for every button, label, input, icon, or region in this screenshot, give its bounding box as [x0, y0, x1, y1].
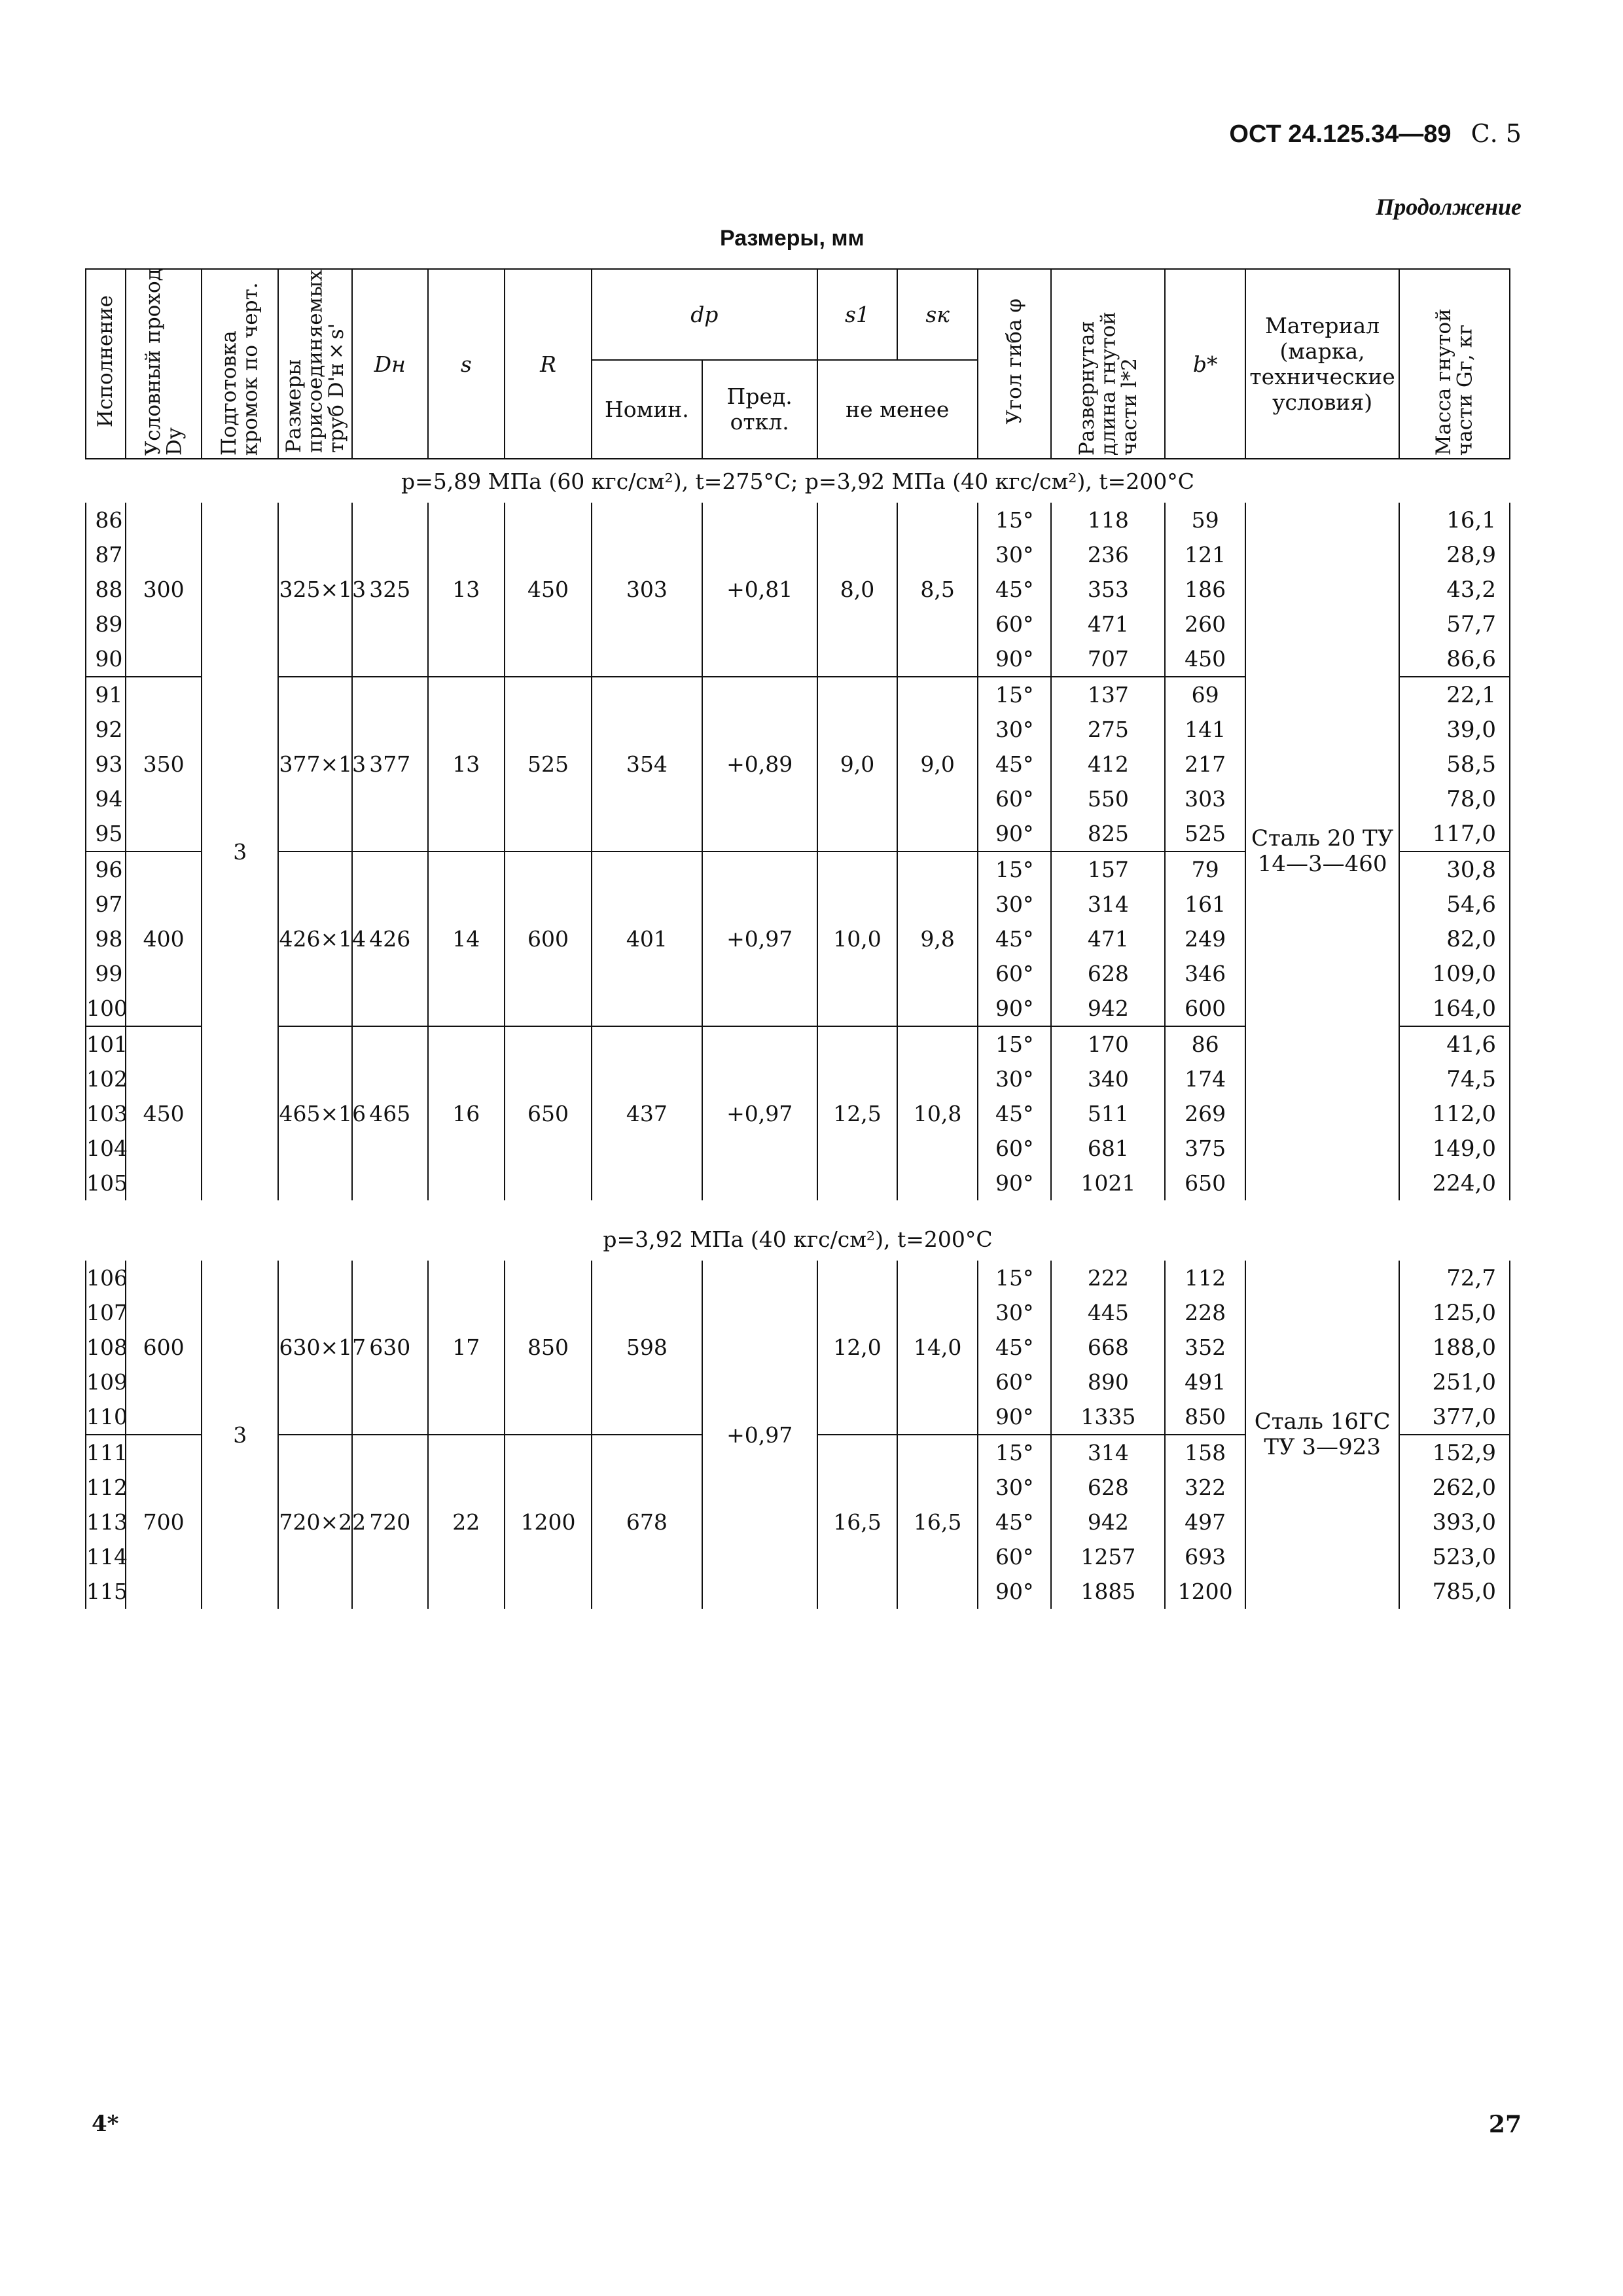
dp-nominal: 437	[592, 1026, 702, 1200]
mass-value: 152,9	[1399, 1435, 1510, 1470]
variant-number: 115	[86, 1574, 126, 1609]
variant-number: 104	[86, 1131, 126, 1166]
wall-thickness: 17	[428, 1261, 505, 1435]
variant-number: 110	[86, 1399, 126, 1435]
bend-angle: 15°	[978, 1026, 1051, 1062]
developed-length: 550	[1051, 781, 1165, 816]
sk-min: 16,5	[897, 1435, 978, 1609]
variant-number: 88	[86, 572, 126, 607]
col-sk: sк	[897, 269, 978, 360]
mass-value: 58,5	[1399, 747, 1510, 781]
outer-diameter: 377	[352, 677, 428, 852]
variant-number: 99	[86, 956, 126, 991]
variant-number: 100	[86, 991, 126, 1026]
page-reference: С. 5	[1471, 119, 1522, 148]
b-value: 491	[1165, 1365, 1245, 1399]
mass-value: 262,0	[1399, 1470, 1510, 1505]
bend-angle: 30°	[978, 1295, 1051, 1330]
developed-length: 412	[1051, 747, 1165, 781]
b-value: 59	[1165, 503, 1245, 537]
bend-angle: 30°	[978, 712, 1051, 747]
col-wall: s	[428, 269, 505, 459]
developed-length: 628	[1051, 1470, 1165, 1505]
s1-min: 10,0	[817, 852, 898, 1026]
variant-number: 93	[86, 747, 126, 781]
bend-angle: 15°	[978, 503, 1051, 537]
developed-length: 471	[1051, 607, 1165, 641]
developed-length: 137	[1051, 677, 1165, 712]
bend-angle: 45°	[978, 572, 1051, 607]
col-variant: Исполнение	[86, 269, 126, 459]
bend-angle: 30°	[978, 1062, 1051, 1096]
b-value: 174	[1165, 1062, 1245, 1096]
pipe-size: 426×14	[278, 852, 351, 1026]
variant-number: 107	[86, 1295, 126, 1330]
mass-value: 82,0	[1399, 922, 1510, 956]
document-header	[1229, 119, 1522, 149]
bend-dimensions-table	[85, 268, 1510, 1609]
developed-length: 511	[1051, 1096, 1165, 1131]
developed-length: 222	[1051, 1261, 1165, 1295]
bend-angle: 60°	[978, 607, 1051, 641]
variant-number: 96	[86, 852, 126, 887]
mass-value: 41,6	[1399, 1026, 1510, 1062]
variant-number: 105	[86, 1166, 126, 1200]
wall-thickness: 13	[428, 503, 505, 677]
variant-number: 94	[86, 781, 126, 816]
sk-min: 8,5	[897, 503, 978, 677]
table-row	[86, 503, 1510, 537]
dp-nominal: 354	[592, 677, 702, 852]
mass-value: 86,6	[1399, 641, 1510, 677]
section-conditions: p=5,89 МПа (60 кгс/см²), t=275°C; p=3,92 МПа (40 кгс/см²), t=200°C	[401, 468, 1195, 494]
col-min: не менее	[817, 360, 978, 459]
mass-value: 393,0	[1399, 1505, 1510, 1539]
page-number: 27	[1488, 2111, 1522, 2138]
col-nominal-bore: Условный проход Dу	[126, 269, 202, 459]
pipe-size: 377×13	[278, 677, 351, 852]
variant-number: 103	[86, 1096, 126, 1131]
col-pipe-size: Размеры присоединяемых труб D'н×s'	[278, 269, 351, 459]
bend-angle: 45°	[978, 1096, 1051, 1131]
variant-number: 92	[86, 712, 126, 747]
edge-preparation: 3	[202, 503, 279, 1200]
bend-angle: 90°	[978, 1399, 1051, 1435]
developed-length: 942	[1051, 991, 1165, 1026]
nominal-bore: 600	[126, 1261, 202, 1435]
bend-angle: 60°	[978, 781, 1051, 816]
s1-min: 16,5	[817, 1435, 898, 1609]
bend-angle: 60°	[978, 1539, 1051, 1574]
dimensions-title: Размеры, мм	[720, 226, 865, 251]
mass-value: 224,0	[1399, 1166, 1510, 1200]
bend-radius: 600	[505, 852, 592, 1026]
edge-preparation: 3	[202, 1261, 279, 1609]
developed-length: 118	[1051, 503, 1165, 537]
developed-length: 1021	[1051, 1166, 1165, 1200]
bend-radius: 850	[505, 1261, 592, 1435]
dp-nominal: 401	[592, 852, 702, 1026]
b-value: 269	[1165, 1096, 1245, 1131]
wall-thickness: 16	[428, 1026, 505, 1200]
bend-angle: 30°	[978, 537, 1051, 572]
mass-value: 188,0	[1399, 1330, 1510, 1365]
outer-diameter: 630	[352, 1261, 428, 1435]
bend-angle: 90°	[978, 1166, 1051, 1200]
variant-number: 89	[86, 607, 126, 641]
b-value: 249	[1165, 922, 1245, 956]
dp-tolerance: +0,97	[702, 852, 817, 1026]
section-conditions: p=3,92 МПа (40 кгс/см²), t=200°C	[603, 1226, 993, 1252]
variant-number: 102	[86, 1062, 126, 1096]
bend-angle: 15°	[978, 1435, 1051, 1470]
wall-thickness: 22	[428, 1435, 505, 1609]
b-value: 450	[1165, 641, 1245, 677]
variant-number: 97	[86, 887, 126, 922]
developed-length: 170	[1051, 1026, 1165, 1062]
mass-value: 43,2	[1399, 572, 1510, 607]
developed-length: 942	[1051, 1505, 1165, 1539]
b-value: 303	[1165, 781, 1245, 816]
b-value: 141	[1165, 712, 1245, 747]
col-dp-tolerance: Пред. откл.	[702, 360, 817, 459]
mass-value: 112,0	[1399, 1096, 1510, 1131]
table-header	[86, 269, 1510, 459]
bend-angle: 15°	[978, 677, 1051, 712]
variant-number: 90	[86, 641, 126, 677]
outer-diameter: 426	[352, 852, 428, 1026]
mass-value: 78,0	[1399, 781, 1510, 816]
outer-diameter: 465	[352, 1026, 428, 1200]
mass-value: 251,0	[1399, 1365, 1510, 1399]
wall-thickness: 13	[428, 677, 505, 852]
bend-angle: 90°	[978, 1574, 1051, 1609]
bend-angle: 15°	[978, 1261, 1051, 1295]
mass-value: 16,1	[1399, 503, 1510, 537]
mass-value: 72,7	[1399, 1261, 1510, 1295]
b-value: 121	[1165, 537, 1245, 572]
nominal-bore: 300	[126, 503, 202, 677]
bend-angle: 30°	[978, 887, 1051, 922]
bend-angle: 60°	[978, 1131, 1051, 1166]
bend-radius: 1200	[505, 1435, 592, 1609]
section-title-row	[86, 459, 1510, 503]
b-value: 228	[1165, 1295, 1245, 1330]
nominal-bore: 700	[126, 1435, 202, 1609]
developed-length: 668	[1051, 1330, 1165, 1365]
variant-number: 87	[86, 537, 126, 572]
b-value: 497	[1165, 1505, 1245, 1539]
col-dp-nominal: Номин.	[592, 360, 702, 459]
nominal-bore: 400	[126, 852, 202, 1026]
col-length: Развернутая длина гнутой части l*2	[1051, 269, 1165, 459]
col-angle: Угол гиба φ	[978, 269, 1051, 459]
developed-length: 353	[1051, 572, 1165, 607]
b-value: 79	[1165, 852, 1245, 887]
b-value: 352	[1165, 1330, 1245, 1365]
mass-value: 149,0	[1399, 1131, 1510, 1166]
b-value: 375	[1165, 1131, 1245, 1166]
mass-value: 22,1	[1399, 677, 1510, 712]
col-edge-prep: Подготовка кромок по черт.	[202, 269, 279, 459]
nominal-bore: 450	[126, 1026, 202, 1200]
col-b: b*	[1165, 269, 1245, 459]
col-radius: R	[505, 269, 592, 459]
sk-min: 14,0	[897, 1261, 978, 1435]
sk-min: 10,8	[897, 1026, 978, 1200]
mass-value: 164,0	[1399, 991, 1510, 1026]
mass-value: 109,0	[1399, 956, 1510, 991]
bend-angle: 30°	[978, 1470, 1051, 1505]
b-value: 650	[1165, 1166, 1245, 1200]
table-body	[86, 459, 1510, 1609]
developed-length: 681	[1051, 1131, 1165, 1166]
variant-number: 108	[86, 1330, 126, 1365]
variant-number: 111	[86, 1435, 126, 1470]
mass-value: 57,7	[1399, 607, 1510, 641]
developed-length: 236	[1051, 537, 1165, 572]
mass-value: 28,9	[1399, 537, 1510, 572]
b-value: 850	[1165, 1399, 1245, 1435]
mass-value: 377,0	[1399, 1399, 1510, 1435]
col-s1: s1	[817, 269, 898, 360]
variant-number: 113	[86, 1505, 126, 1539]
variant-number: 95	[86, 816, 126, 852]
s1-min: 12,0	[817, 1261, 898, 1435]
bend-angle: 45°	[978, 1330, 1051, 1365]
gap-cell	[86, 1200, 1510, 1217]
developed-length: 314	[1051, 887, 1165, 922]
dp-nominal: 303	[592, 503, 702, 677]
s1-min: 9,0	[817, 677, 898, 852]
dp-tolerance: +0,97	[702, 1026, 817, 1200]
variant-number: 114	[86, 1539, 126, 1574]
section-title-row	[86, 1217, 1510, 1261]
mass-value: 125,0	[1399, 1295, 1510, 1330]
developed-length: 471	[1051, 922, 1165, 956]
variant-number: 86	[86, 503, 126, 537]
developed-length: 314	[1051, 1435, 1165, 1470]
section-gap	[86, 1200, 1510, 1217]
variant-number: 101	[86, 1026, 126, 1062]
b-value: 525	[1165, 816, 1245, 852]
variant-number: 109	[86, 1365, 126, 1399]
dp-tolerance: +0,81	[702, 503, 817, 677]
variant-number: 98	[86, 922, 126, 956]
b-value: 346	[1165, 956, 1245, 991]
pipe-size: 465×16	[278, 1026, 351, 1200]
mass-value: 785,0	[1399, 1574, 1510, 1609]
b-value: 158	[1165, 1435, 1245, 1470]
developed-length: 275	[1051, 712, 1165, 747]
dp-nominal: 598	[592, 1261, 702, 1435]
developed-length: 890	[1051, 1365, 1165, 1399]
mass-value: 39,0	[1399, 712, 1510, 747]
developed-length: 1335	[1051, 1399, 1165, 1435]
sk-min: 9,0	[897, 677, 978, 852]
b-value: 161	[1165, 887, 1245, 922]
bend-angle: 90°	[978, 991, 1051, 1026]
table-row	[86, 1261, 1510, 1295]
b-value: 1200	[1165, 1574, 1245, 1609]
developed-length: 445	[1051, 1295, 1165, 1330]
material-spec: Сталь 20 ТУ 14—3—460	[1245, 503, 1399, 1200]
developed-length: 707	[1051, 641, 1165, 677]
s1-min: 8,0	[817, 503, 898, 677]
bend-angle: 90°	[978, 641, 1051, 677]
col-dp: dр	[592, 269, 817, 360]
mass-value: 74,5	[1399, 1062, 1510, 1096]
material-spec: Сталь 16ГС ТУ 3—923	[1245, 1261, 1399, 1609]
bend-angle: 15°	[978, 852, 1051, 887]
b-value: 112	[1165, 1261, 1245, 1295]
bend-angle: 45°	[978, 747, 1051, 781]
bend-radius: 525	[505, 677, 592, 852]
pipe-size: 720×22	[278, 1435, 351, 1609]
footer-mark: 4*	[92, 2111, 119, 2137]
developed-length: 340	[1051, 1062, 1165, 1096]
developed-length: 157	[1051, 852, 1165, 887]
s1-min: 12,5	[817, 1026, 898, 1200]
b-value: 693	[1165, 1539, 1245, 1574]
continuation-label: Продолжение	[1376, 194, 1522, 220]
dp-tolerance: +0,89	[702, 677, 817, 852]
pipe-size: 325×13	[278, 503, 351, 677]
b-value: 322	[1165, 1470, 1245, 1505]
bend-radius: 450	[505, 503, 592, 677]
bend-angle: 60°	[978, 1365, 1051, 1399]
wall-thickness: 14	[428, 852, 505, 1026]
b-value: 600	[1165, 991, 1245, 1026]
pipe-size: 630×17	[278, 1261, 351, 1435]
bend-angle: 90°	[978, 816, 1051, 852]
nominal-bore: 350	[126, 677, 202, 852]
dp-nominal: 678	[592, 1435, 702, 1609]
bend-angle: 45°	[978, 1505, 1051, 1539]
developed-length: 825	[1051, 816, 1165, 852]
mass-value: 30,8	[1399, 852, 1510, 887]
bend-radius: 650	[505, 1026, 592, 1200]
mass-value: 54,6	[1399, 887, 1510, 922]
variant-number: 91	[86, 677, 126, 712]
col-material: Материал (марка, технические условия)	[1245, 269, 1399, 459]
variant-number: 106	[86, 1261, 126, 1295]
b-value: 186	[1165, 572, 1245, 607]
developed-length: 1885	[1051, 1574, 1165, 1609]
bend-angle: 45°	[978, 922, 1051, 956]
b-value: 86	[1165, 1026, 1245, 1062]
standard-number: ОСТ 24.125.34—89	[1229, 120, 1452, 148]
b-value: 260	[1165, 607, 1245, 641]
b-value: 217	[1165, 747, 1245, 781]
outer-diameter: 325	[352, 503, 428, 677]
sk-min: 9,8	[897, 852, 978, 1026]
dp-tolerance: +0,97	[702, 1261, 817, 1609]
outer-diameter: 720	[352, 1435, 428, 1609]
variant-number: 112	[86, 1470, 126, 1505]
mass-value: 523,0	[1399, 1539, 1510, 1574]
col-outer-diameter: Dн	[352, 269, 428, 459]
developed-length: 628	[1051, 956, 1165, 991]
bend-angle: 60°	[978, 956, 1051, 991]
developed-length: 1257	[1051, 1539, 1165, 1574]
mass-value: 117,0	[1399, 816, 1510, 852]
col-mass: Масса гнутой части Gг, кг	[1399, 269, 1510, 459]
b-value: 69	[1165, 677, 1245, 712]
